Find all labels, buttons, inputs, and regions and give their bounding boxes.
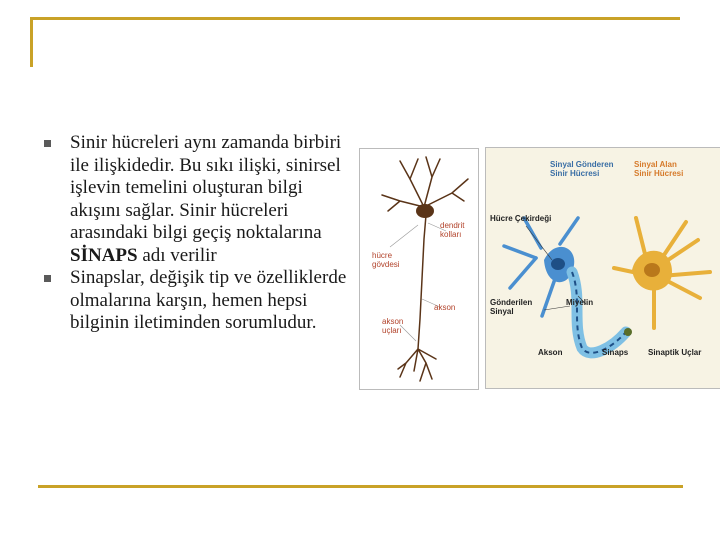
neuron-drawing: [360, 149, 478, 389]
axon-terminals-label: akson uçları: [382, 317, 404, 335]
synapse-label: Sinaps: [602, 348, 629, 357]
sending-cell-label: Sinyal Gönderen Sinir Hücresi: [550, 160, 614, 178]
axon-label: akson: [434, 303, 456, 312]
bullet-item-2: [42, 267, 352, 335]
neuron-illustration: [359, 148, 479, 390]
axon-label: Akson: [538, 348, 563, 357]
sent-signal-label: Gönderilen Sinyal: [490, 298, 533, 316]
nucleus-label: Hücre Çekirdeği: [490, 214, 552, 223]
bullet-1-bold-term: SİNAPS: [70, 244, 138, 266]
myelin-label: Miyelin: [566, 298, 594, 307]
dendrite-label: dendrit kolları: [440, 221, 465, 239]
bullet-1-text: Sinir hücreleri aynı zamanda birbiri ile ilişkidedir. Bu sıkı ilişki, sinirsel işlevin temelini oluşturan bilgi akışını sağlar. Sinir hücreleri arasındaki bilgi geçiş noktalarına: [70, 132, 342, 243]
synapse-illustration: [485, 147, 720, 389]
bullet-item-1: [42, 132, 352, 267]
top-decorative-line: [30, 17, 680, 20]
square-bullet-icon: [44, 275, 51, 282]
cell-body-label: hücre gövdesi: [372, 251, 400, 269]
receiving-cell-label: Sinyal Alan Sinir Hücresi: [634, 160, 684, 178]
bottom-decorative-line: [38, 485, 683, 488]
bullet-2-text: Sinapslar, değişik tip ve özelliklerde olmalarına karşın, hemen hepsi bilginin iletiminden sorumludur.: [70, 267, 347, 333]
synaptic-terminals-label: Sinaptik Uçlar: [648, 348, 702, 357]
bullet-1-text-end: adı verilir: [137, 244, 217, 266]
square-bullet-icon: [44, 140, 51, 147]
bullet-list: [42, 132, 352, 335]
left-decorative-line: [30, 17, 33, 67]
